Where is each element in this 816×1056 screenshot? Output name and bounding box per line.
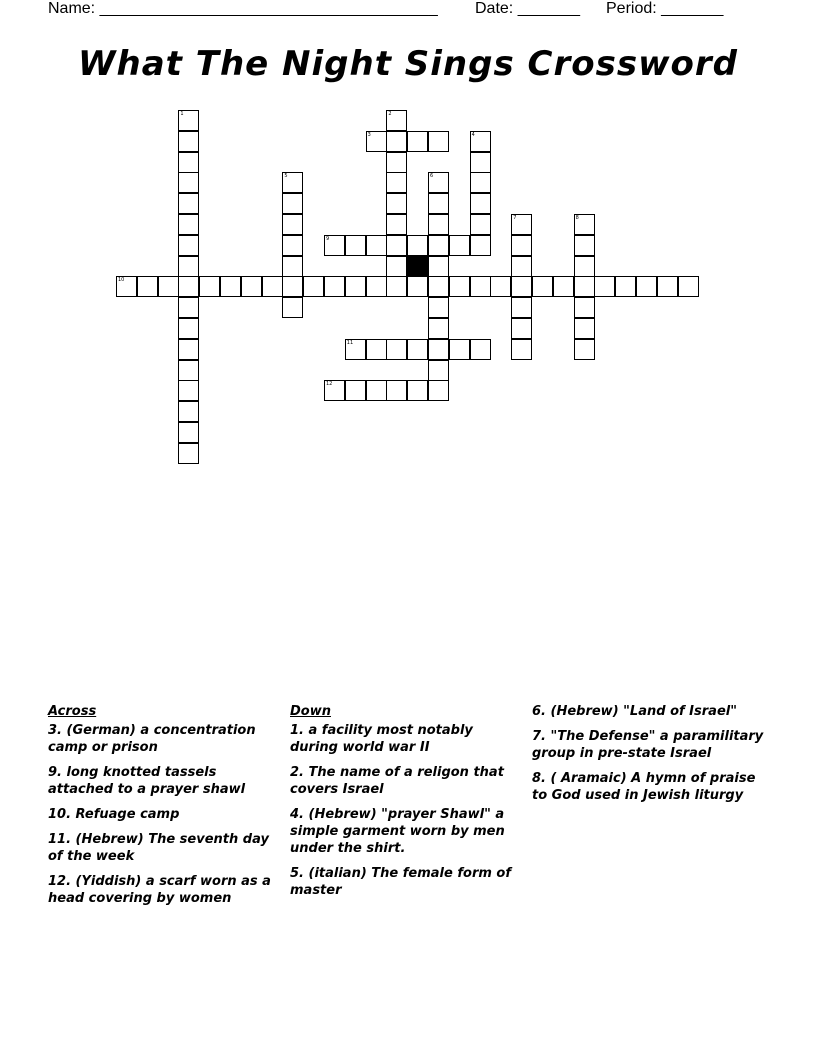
grid-cell[interactable] xyxy=(386,172,407,193)
grid-cell[interactable] xyxy=(386,256,407,277)
grid-cell[interactable] xyxy=(553,276,574,297)
grid-cell[interactable] xyxy=(428,172,449,193)
clue-number: 6 xyxy=(430,173,434,180)
across-heading: Across xyxy=(48,704,97,719)
grid-cell[interactable] xyxy=(574,297,595,318)
clue-across-3: 3. (German) a concentration camp or prison xyxy=(48,723,256,755)
clue-number: 10 xyxy=(118,277,125,284)
grid-cell[interactable] xyxy=(574,276,595,297)
grid-cell[interactable] xyxy=(657,276,678,297)
grid-cell[interactable] xyxy=(178,443,199,464)
grid-cell[interactable] xyxy=(178,172,199,193)
grid-cell[interactable] xyxy=(178,152,199,173)
grid-cell[interactable] xyxy=(511,276,532,297)
grid-cell[interactable] xyxy=(366,235,387,256)
grid-cell[interactable] xyxy=(241,276,262,297)
grid-cell[interactable] xyxy=(428,256,449,277)
grid-cell[interactable] xyxy=(574,339,595,360)
grid-cell[interactable] xyxy=(511,256,532,277)
clue-down-1: 1. a facility most notably during world war II xyxy=(290,723,473,755)
grid-cell[interactable] xyxy=(428,360,449,381)
clue-down-5: 5. (italian) The female form of master xyxy=(290,866,512,898)
clue-number: 5 xyxy=(284,173,288,180)
clue-across-12: 12. (Yiddish) a scarf worn as a head covering by women xyxy=(48,874,271,906)
clue-across-10: 10. Refuage camp xyxy=(48,807,180,822)
grid-cell[interactable] xyxy=(574,318,595,339)
grid-cell[interactable] xyxy=(178,422,199,443)
clue-number: 4 xyxy=(471,131,475,138)
grid-cell[interactable] xyxy=(282,297,303,318)
grid-cell[interactable] xyxy=(511,214,532,235)
grid-cell[interactable] xyxy=(470,193,491,214)
grid-cell[interactable] xyxy=(366,380,387,401)
grid-cell[interactable] xyxy=(178,193,199,214)
grid-cell[interactable] xyxy=(324,276,345,297)
grid-cell[interactable] xyxy=(407,339,428,360)
grid-cell[interactable] xyxy=(199,276,220,297)
grid-cell[interactable] xyxy=(428,297,449,318)
clue-down-2: 2. The name of a religon that covers Israel xyxy=(290,765,504,797)
grid-cell[interactable] xyxy=(178,276,199,297)
grid-cell[interactable] xyxy=(178,360,199,381)
grid-cell[interactable] xyxy=(158,276,179,297)
grid-cell[interactable] xyxy=(574,214,595,235)
grid-cell[interactable] xyxy=(386,214,407,235)
clue-down-6: 6. (Hebrew) "Land of Israel" xyxy=(532,704,737,719)
grid-cell[interactable] xyxy=(178,318,199,339)
grid-cell[interactable] xyxy=(386,131,407,152)
grid-cell[interactable] xyxy=(386,380,407,401)
grid-cell[interactable] xyxy=(407,276,428,297)
grid-cell[interactable] xyxy=(366,276,387,297)
grid-cell[interactable] xyxy=(428,318,449,339)
clue-number: 11 xyxy=(346,339,354,346)
grid-cell[interactable] xyxy=(386,276,407,297)
grid-cell[interactable] xyxy=(386,110,407,131)
date-field: Date: _______ xyxy=(475,0,580,17)
clue-down-8: 8. ( Aramaic) A hymn of praise to God used in Jewish liturgy xyxy=(532,771,756,803)
grid-cell[interactable] xyxy=(366,339,387,360)
grid-cell[interactable] xyxy=(178,131,199,152)
period-field: Period: _______ xyxy=(606,0,724,17)
down-clues-continued xyxy=(532,703,767,812)
grid-cell[interactable] xyxy=(470,235,491,256)
grid-cell[interactable] xyxy=(594,276,615,297)
page-title: What The Night Sings Crossword xyxy=(78,44,738,84)
grid-cell[interactable] xyxy=(428,380,449,401)
grid-cell[interactable] xyxy=(282,214,303,235)
grid-cell[interactable] xyxy=(220,276,241,297)
grid-cell[interactable] xyxy=(615,276,636,297)
grid-cell[interactable] xyxy=(386,235,407,256)
grid-cell[interactable] xyxy=(178,380,199,401)
grid-cell[interactable] xyxy=(345,339,366,360)
grid-cell[interactable] xyxy=(345,235,366,256)
grid-cell[interactable] xyxy=(178,110,199,131)
grid-cell[interactable] xyxy=(470,152,491,173)
grid-cell[interactable] xyxy=(428,214,449,235)
clue-across-11: 11. (Hebrew) The seventh day of the week xyxy=(48,832,269,864)
clue-number: 12 xyxy=(326,381,333,388)
grid-cell[interactable] xyxy=(178,256,199,277)
clue-number: 7 xyxy=(513,215,517,221)
clue-down-4: 4. (Hebrew) "prayer Shawl" a simple garment worn by men under the shirt. xyxy=(290,807,505,856)
grid-cell[interactable] xyxy=(345,276,366,297)
grid-cell[interactable] xyxy=(303,276,324,297)
grid-cell[interactable] xyxy=(532,276,553,297)
clue-number: 3 xyxy=(367,131,371,138)
grid-cell[interactable] xyxy=(262,276,283,297)
grid-cell[interactable] xyxy=(282,235,303,256)
grid-cell[interactable] xyxy=(407,131,428,152)
clue-number: 2 xyxy=(388,111,392,117)
name-field: Name: ______________________________________ xyxy=(48,0,438,17)
grid-cell[interactable] xyxy=(511,339,532,360)
grid-cell[interactable] xyxy=(282,276,303,297)
across-clues xyxy=(48,703,283,915)
grid-cell[interactable] xyxy=(366,131,387,152)
grid-cell[interactable] xyxy=(178,235,199,256)
grid-cell[interactable] xyxy=(407,380,428,401)
grid-cell[interactable] xyxy=(386,339,407,360)
grid-cell[interactable] xyxy=(678,276,699,297)
grid-cell[interactable] xyxy=(428,193,449,214)
grid-cell[interactable] xyxy=(428,131,449,152)
grid-cell[interactable] xyxy=(282,256,303,277)
grid-cell[interactable] xyxy=(386,193,407,214)
grid-cell[interactable] xyxy=(324,235,345,256)
clue-number: 8 xyxy=(575,215,579,221)
grid-cell[interactable] xyxy=(511,235,532,256)
grid-cell[interactable] xyxy=(178,339,199,360)
grid-cell[interactable] xyxy=(470,276,491,297)
down-clues xyxy=(290,703,525,907)
grid-cell[interactable] xyxy=(178,401,199,422)
grid-cell[interactable] xyxy=(407,235,428,256)
grid-cell[interactable] xyxy=(428,276,449,297)
grid-cell[interactable] xyxy=(574,256,595,277)
grid-cell[interactable] xyxy=(386,152,407,173)
grid-cell[interactable] xyxy=(470,214,491,235)
grid-cell[interactable] xyxy=(449,235,470,256)
down-heading: Down xyxy=(290,704,331,719)
grid-cell[interactable] xyxy=(470,172,491,193)
clue-across-9: 9. long knotted tassels attached to a prayer shawl xyxy=(48,765,246,797)
grid-cell[interactable] xyxy=(282,193,303,214)
grid-cell[interactable] xyxy=(636,276,657,297)
grid-cell[interactable] xyxy=(574,235,595,256)
grid-cell[interactable] xyxy=(511,318,532,339)
grid-cell[interactable] xyxy=(116,276,137,297)
grid-cell[interactable] xyxy=(178,214,199,235)
grid-cell[interactable] xyxy=(470,131,491,152)
grid-cell[interactable] xyxy=(137,276,158,297)
grid-cell[interactable] xyxy=(324,380,345,401)
grid-cell[interactable] xyxy=(511,297,532,318)
grid-cell[interactable] xyxy=(428,235,449,256)
black-cell xyxy=(407,256,428,277)
grid-cell[interactable] xyxy=(490,276,511,297)
grid-cell[interactable] xyxy=(178,297,199,318)
grid-cell[interactable] xyxy=(345,380,366,401)
grid-cell[interactable] xyxy=(449,276,470,297)
clue-down-7: 7. "The Defense" a paramilitary group in pre-state Israel xyxy=(532,729,764,761)
grid-cell[interactable] xyxy=(449,339,470,360)
clue-number: 9 xyxy=(326,235,330,242)
grid-cell[interactable] xyxy=(282,172,303,193)
grid-cell[interactable] xyxy=(428,339,449,360)
grid-cell[interactable] xyxy=(470,339,491,360)
clue-number: 1 xyxy=(180,111,184,117)
